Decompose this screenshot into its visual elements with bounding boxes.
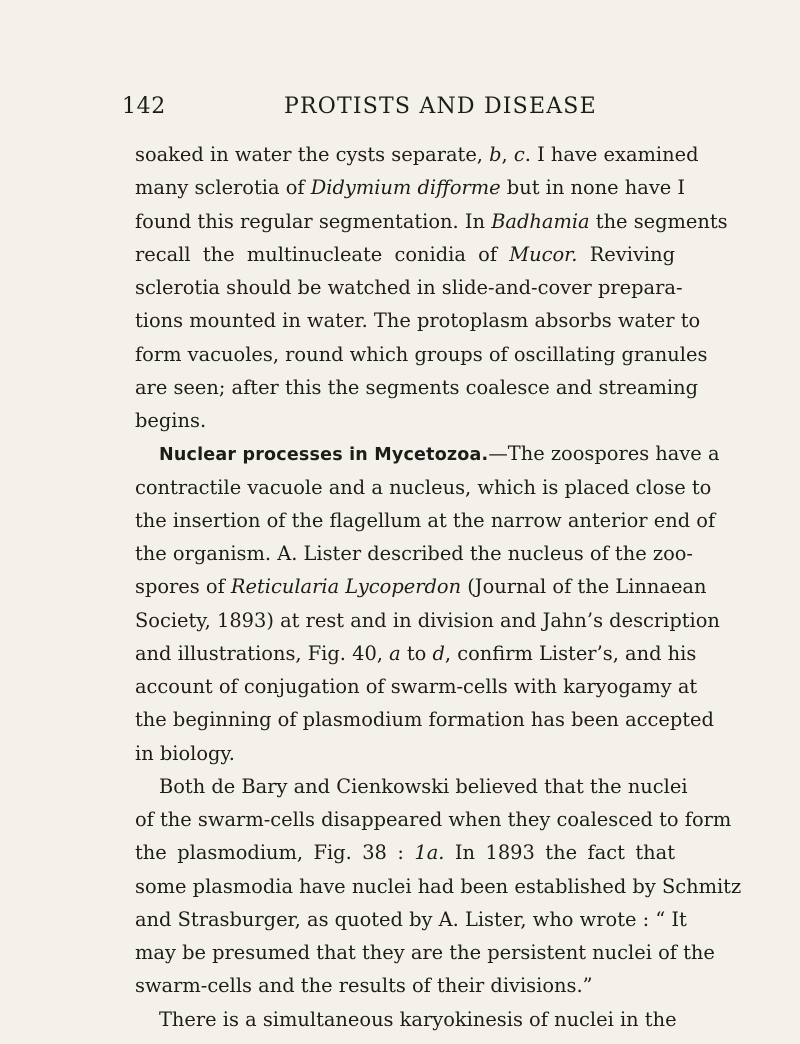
text-segment: the beginning of plasmodium formation has been accepted [135, 708, 714, 732]
text-line [135, 404, 675, 437]
text-segment: —The zoospores have a [488, 442, 720, 466]
section-heading: Nuclear processes in Mycetozoa. [159, 445, 489, 466]
text-segment: soaked in water the cysts separate, [135, 143, 490, 166]
italic-term: Didymium difforme [310, 176, 501, 200]
text-segment: and illustrations, Fig. 40, [135, 641, 390, 665]
text-line [135, 703, 714, 736]
text-line [135, 969, 675, 1002]
text-line [135, 238, 675, 271]
text-line [135, 604, 720, 637]
text-line [135, 205, 728, 238]
text-segment: tions mounted in water. The protoplasm absorbs water to [135, 309, 701, 333]
text-line [135, 570, 707, 603]
text-segment: in biology. [135, 741, 235, 765]
text-segment: the segments [589, 209, 728, 233]
text-line [135, 903, 687, 936]
italic-term: d [432, 641, 445, 665]
text-line [135, 1003, 675, 1036]
text-segment: but in none have I [500, 176, 686, 200]
text-segment: may be presumed that they are the persistent nuclei of the [135, 941, 715, 964]
text-line [135, 304, 701, 337]
text-segment: , confirm Lister’s, and his [444, 641, 697, 665]
text-line [135, 171, 686, 204]
text-segment: form vacuoles, round which groups of oscillating granules [135, 342, 708, 366]
text-line [135, 637, 697, 670]
text-segment: contractile vacuole and a nucleus, which is placed close to [135, 475, 712, 499]
text-segment: Both de Bary and Cienkowski believed that the nuclei [159, 774, 688, 798]
running-title: PROTISTS AND DISEASE [284, 94, 597, 119]
text-line [135, 271, 683, 304]
text-segment: found this regular segmentation. In [135, 209, 492, 233]
text-line [135, 737, 675, 770]
italic-term: Mucor. [509, 242, 578, 266]
italic-term: c [513, 143, 525, 166]
text-segment: spores of [135, 575, 231, 599]
body-text [135, 138, 742, 1036]
text-segment: In 1893 the fact that [444, 841, 676, 865]
page-number: 142 [122, 94, 166, 119]
text-segment: (Journal of the Linnaean [461, 575, 707, 599]
text-segment: Society, 1893) at rest and in division and Jahn’s description [135, 608, 720, 632]
text-segment: recall the multinucleate conidia of [135, 242, 510, 266]
text-segment: account of conjugation of swarm-cells with karyogamy at [135, 675, 698, 698]
text-segment: There is a simultaneous karyokinesis of nuclei in the [159, 1007, 677, 1031]
text-segment: sclerotia should be watched in slide-and-cover prepara- [135, 276, 683, 299]
text-line [135, 371, 698, 404]
text-line [135, 770, 688, 803]
text-line [135, 138, 699, 171]
text-segment: swarm-cells and the results of their divisions.” [135, 974, 593, 998]
page-header [124, 92, 684, 122]
text-line [135, 936, 715, 969]
text-line [135, 870, 742, 903]
italic-term: a [389, 641, 401, 665]
text-segment: are seen; after this the segments coalesce and streaming [135, 375, 698, 399]
text-segment: , [501, 143, 514, 166]
italic-term: 1a. [414, 841, 445, 865]
text-segment: begins. [135, 409, 207, 432]
text-line [135, 836, 675, 869]
text-segment: and Strasburger, as quoted by A. Lister, who wrote : “ It [135, 907, 687, 931]
text-segment: to [400, 641, 433, 665]
text-line [135, 338, 708, 371]
text-segment: Reviving [577, 242, 675, 266]
text-line [135, 504, 716, 537]
text-line [135, 437, 720, 470]
text-segment: the organism. A. Lister described the nucleus of the zoo- [135, 542, 693, 565]
text-line [135, 803, 732, 836]
italic-term: Badhamia [491, 209, 590, 233]
text-segment: the insertion of the flagellum at the narrow anterior end of [135, 508, 716, 532]
text-segment: the plasmodium, Fig. 38 : [135, 841, 415, 865]
text-segment: of the swarm-cells disappeared when they coalesced to form [135, 808, 732, 831]
text-segment: some plasmodia have nuclei had been established by Schmitz [135, 874, 742, 898]
text-line [135, 670, 698, 703]
italic-term: b [489, 143, 502, 166]
text-segment: . I have examined [524, 143, 699, 166]
italic-term: Reticularia Lycoperdon [230, 575, 462, 599]
text-segment: many sclerotia of [135, 176, 311, 200]
text-line [135, 537, 693, 570]
text-line [135, 471, 712, 504]
